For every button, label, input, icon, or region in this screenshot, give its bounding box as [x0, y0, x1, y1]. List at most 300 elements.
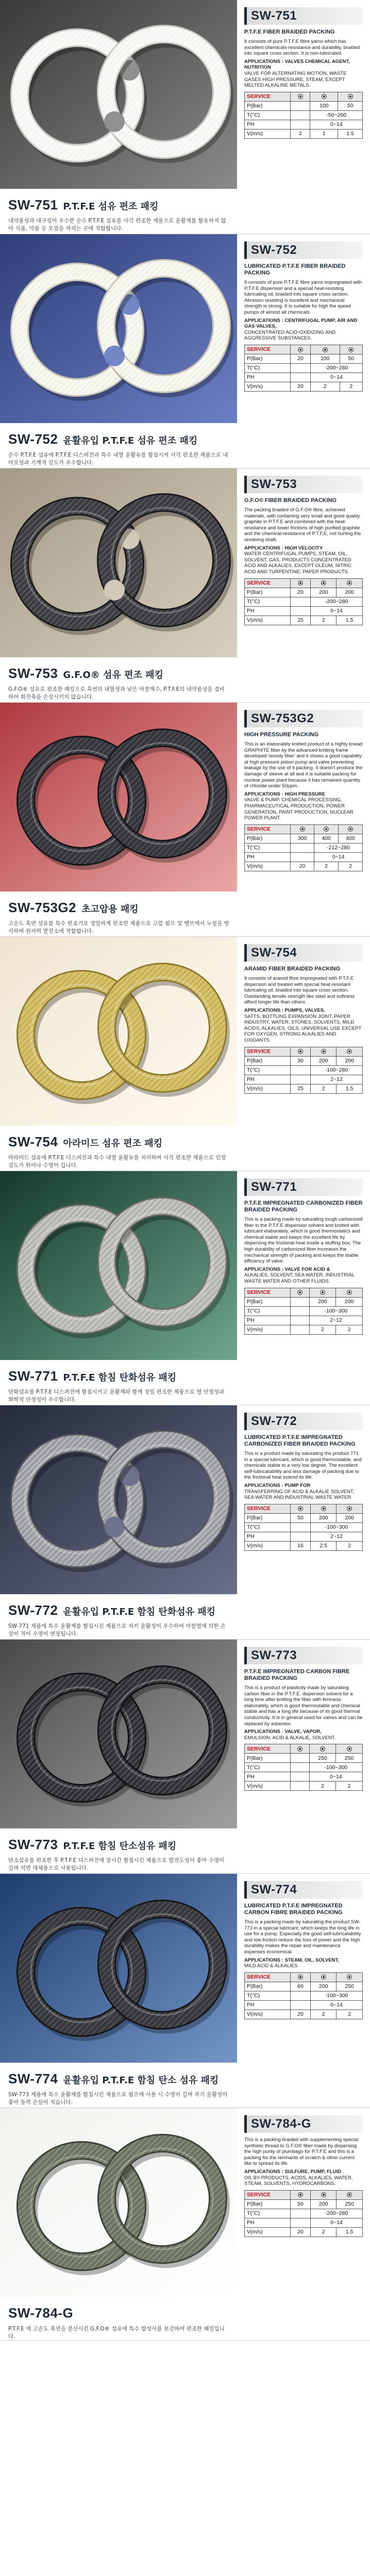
caption-code: SW-771 [8, 1368, 58, 1384]
spec-row [245, 101, 363, 110]
spec-label: V(m/s) [245, 862, 291, 871]
spec-row [245, 1772, 363, 1781]
caption-code: SW-774 [8, 2071, 58, 2086]
product-description: This is a packing made by saturating the product SW-773 in a special lubricant, which keeps the long life in use for a pump. Especially the good self-lubricatability and low friction reduce the loss of power and the high durability makes the repair and maintenance expenses economical. [244, 1919, 361, 1955]
spec-label: PH [245, 372, 291, 382]
rotary-service-icon [300, 827, 305, 832]
spec-value: 25 [291, 1084, 311, 1093]
service-label: SERVICE [245, 1047, 291, 1056]
service-type-cell [310, 1047, 337, 1056]
service-type-cell [340, 345, 362, 354]
spec-value: 2 [340, 382, 362, 391]
caption-korean-name: P.T.F.E 함침 탄화섬유 패킹 [63, 1372, 177, 1383]
spec-value: 1.5 [337, 615, 363, 625]
spec-value: -212~280 [314, 843, 363, 852]
applications-heading: APPLICATIONS : CENTRIFUGAL PUMP, AIR AND GAS VALVES, [244, 317, 358, 330]
product-code: SW-772 [251, 1414, 297, 1428]
spec-value: 0~14 [310, 2218, 362, 2227]
product-info-panel [237, 1874, 370, 2108]
product-photo-panel [0, 1171, 237, 1405]
service-label: SERVICE [245, 1288, 291, 1297]
applications-heading: APPLICATIONS : VALVE FOR ACID & [244, 1266, 330, 1272]
product-code: SW-754 [251, 946, 297, 960]
reciprocating-service-icon [321, 2192, 326, 2197]
service-spec-table [244, 2190, 363, 2237]
applications [244, 791, 363, 821]
service-type-cell [337, 1972, 363, 1982]
product-section [0, 1405, 370, 1640]
service-spec-table [244, 824, 363, 871]
applications-list: VALVE FOR ALTERNATING MOTION, WASTE GASES HIGH PRESSURE, STEAM, EXCEPT MELTED ALKALINE METALS. [244, 70, 347, 89]
spec-value: 200 [309, 1297, 336, 1306]
service-type-cell [291, 1047, 311, 1056]
spec-row [245, 834, 363, 843]
spec-value: 200 [310, 1513, 337, 1522]
spec-value: -100~300 [310, 1991, 362, 2000]
product-info-panel [237, 1171, 370, 1405]
service-header-row [245, 2190, 363, 2199]
valve-service-icon [347, 1974, 352, 1980]
spec-value: 2 [310, 382, 340, 391]
reciprocating-service-icon [320, 1746, 325, 1752]
service-type-cell [310, 1972, 337, 1982]
spec-label: PH [245, 1075, 291, 1084]
spec-value: 2 [310, 2227, 337, 2237]
spec-value: 2 [310, 1084, 337, 1093]
spec-value: 250 [337, 2199, 363, 2209]
spec-value: 200 [336, 1297, 363, 1306]
spec-label: PH [245, 120, 291, 129]
service-type-cell [291, 1972, 311, 1982]
applications-heading: APPLICATIONS : SULFURE, PUMP, FLUID [244, 2168, 342, 2175]
spec-row [245, 606, 363, 615]
applications-list: EMULSION, ACID & ALKALIE, SOLVENT. [244, 1735, 336, 1741]
service-label: SERVICE [245, 824, 291, 834]
caption-description: 순수 P.T.F.E 섬유에 P.T.F.E 디스퍼전과 특수 내열 윤활유를 함침시켜 사각 편조한 제품으로 내마모성과 기계적 강도가 우수합니다. [8, 452, 228, 466]
spec-value: 50 [340, 354, 362, 363]
spec-value [291, 1772, 310, 1781]
service-label: SERVICE [245, 345, 291, 354]
spec-label: PH [245, 1316, 291, 1325]
spec-value: 2 [314, 862, 339, 871]
caption-code: SW-773 [8, 1837, 58, 1852]
spec-row [245, 1075, 363, 1084]
spec-label: PH [245, 852, 291, 862]
spec-label: PH [245, 2000, 291, 2010]
spec-label: V(m/s) [245, 129, 291, 138]
spec-value: 30 [291, 1056, 311, 1065]
spec-value [291, 606, 311, 615]
applications [244, 545, 363, 575]
service-label: SERVICE [245, 578, 291, 588]
spec-value: -100~280 [310, 1065, 362, 1075]
service-header-row [245, 1972, 363, 1982]
spec-value [291, 1297, 310, 1306]
product-section [0, 468, 370, 703]
applications-heading: APPLICATIONS : HIGH PRESSURE [244, 791, 326, 797]
applications [244, 1008, 363, 1044]
caption-code: SW-751 [8, 197, 58, 213]
spec-row [245, 110, 363, 120]
spec-row [245, 2218, 363, 2227]
spec-value: 250 [336, 1754, 363, 1763]
spec-label: P(Bar) [245, 1754, 291, 1763]
service-type-cell [291, 1744, 310, 1754]
reciprocating-service-icon [321, 1974, 326, 1980]
spec-label: P(Bar) [245, 1513, 291, 1522]
service-type-cell [291, 1288, 310, 1297]
spec-value [291, 2209, 311, 2218]
service-type-cell [309, 1288, 336, 1297]
caption-code: SW-753G2 [8, 900, 77, 915]
caption-title [8, 900, 230, 916]
product-description: This is a product made by saturating the product 771 in a special lubricant, which is good thermostable, and chemicals stable to a very low degree. The excellent self-lubricatability and less damage of packing due to the frictional heat extend its life. [244, 1451, 362, 1481]
spec-value: 2 [336, 1781, 363, 1791]
product-photo-panel [0, 234, 237, 468]
spec-value: 300 [291, 834, 314, 843]
caption-title [8, 2305, 230, 2321]
spec-row [245, 1982, 363, 1991]
product-description: It consists of aramid fibre impregnated with P.T.F.E dispersion and treated with special heat-resistant lubricating oil, braided into square cross section. Outstanding tensile strength like steel and softness afford longer life than others. [244, 976, 355, 1006]
spec-value [291, 1325, 310, 1334]
reciprocating-service-icon [324, 827, 329, 832]
product-photo-panel [0, 2108, 237, 2340]
spec-value: -100~300 [310, 1522, 362, 1532]
product-section [0, 1874, 370, 2108]
spec-value: 20 [291, 2227, 311, 2237]
service-type-cell [310, 1504, 337, 1513]
spec-value [291, 120, 310, 129]
service-type-cell [310, 2190, 337, 2199]
product-code-bar [244, 7, 363, 25]
spec-label: V(m/s) [245, 1084, 291, 1093]
caption-title [8, 1368, 230, 1384]
product-photo-panel [0, 703, 237, 936]
spec-row [245, 588, 363, 597]
applications [244, 59, 363, 89]
spec-label: T(°C) [245, 843, 291, 852]
service-header-row [245, 824, 363, 834]
caption-korean-name: 윤활유입 P.T.F.E 함침 탄화섬유 패킹 [63, 1607, 216, 1617]
spec-value: -100~300 [309, 1763, 362, 1772]
product-photo-panel [0, 1874, 237, 2108]
service-type-cell [336, 1744, 363, 1754]
applications-list: VALVE & PUMP, CHEMICAL PROCESSING, PHARMACEUTICAL PRODUCTION, POWER GENERATION, PAINT PRODUCTION, NUCLEAR POWER PLANT. [244, 797, 354, 821]
spec-value: 2.5 [310, 1541, 337, 1550]
service-header-row [245, 92, 363, 101]
caption-description: 탄소섬유를 편조한 후 P.T.F.E 디스퍼전에 장시간 함침시킨 제품으로 열전도성이 좋아 수명이 길며 석면 대체용으로 사용됩니다. [8, 1857, 225, 1871]
caption-korean-name: G.F.O® 섬유 편조 패킹 [63, 670, 163, 681]
spec-label: P(Bar) [245, 2199, 291, 2209]
product-description: It consists of pure P.T.F.E fibre yarns which has excellent chemicals-resistance and durability, braided into square cross section. It is non-lubricated. [244, 39, 360, 57]
caption-title [8, 431, 230, 447]
spec-value: 2 [310, 615, 337, 625]
product-code: SW-753G2 [251, 711, 314, 725]
spec-label: T(°C) [245, 2209, 291, 2218]
spec-value: 16 [291, 1541, 311, 1550]
product-name: LUBRICATED P.T.F.E IMPREGNATED CARBON FIBRE BRAIDED PACKING [244, 1903, 343, 1916]
product-code: SW-774 [251, 1883, 297, 1897]
applications [244, 1957, 363, 1969]
product-photo-panel [0, 1640, 237, 1873]
product-description: This is an elaborately knitted product of a highly knead GRAPHITE fiber by the advanced knitting frame developed 'woody fiber' and it shows a good capability at high pressure piston pump and valve preventing leakage by the use of it packing. It doesn't produce the damage of sleeve at all and it is suitable packing for nuclear power plant because it has remained quantity of chloride under 50ppm. [244, 741, 363, 789]
reciprocating-service-icon [320, 1290, 325, 1295]
product-photo [0, 2108, 237, 2297]
applications-list: ALKALIES, SOLVENT, SEA WATER, INDUSTRIAL WASTE WATER AND OTHER FLUIDS. [244, 1272, 355, 1284]
spec-row [245, 1084, 363, 1093]
reciprocating-service-icon [323, 347, 328, 352]
service-type-cell [337, 2190, 363, 2199]
service-label: SERVICE [245, 2190, 291, 2199]
spec-value [291, 1532, 311, 1541]
applications [244, 2169, 363, 2187]
caption-title [8, 1837, 230, 1853]
applications-list: SATTS, BOTTLING EXPANSION JOINT, PAPER INDUSTRY, WATER, STONES, SOLVENTS, MILD ACIDS, ALKALIES, OILS, UNIVERSAL USE EXCEPT FOR OXYGEN, STRONG ALKALIES AND OXIDANTS. [244, 1013, 362, 1043]
spec-row [245, 1065, 363, 1075]
spec-value: 400 [314, 834, 339, 843]
rotary-service-icon [298, 94, 303, 99]
caption-korean-name: P.T.F.E 섬유 편조 패킹 [63, 201, 159, 212]
applications-list: OIL BY-PRODUCTS, ACIDS, ALKALIES, WATER, STEAM, SOLVENTS, HYDROCARBONS. [244, 2175, 353, 2187]
spec-value [291, 2218, 311, 2227]
product-code-bar [244, 241, 363, 259]
spec-value: 2 [339, 862, 363, 871]
spec-value: 2~12 [310, 1075, 362, 1084]
rotary-service-icon [297, 1746, 302, 1752]
product-photo [0, 1640, 237, 1828]
spec-row [245, 2227, 363, 2237]
product-info-panel [237, 234, 370, 468]
photo-background [0, 234, 237, 423]
spec-value: 200 [310, 2199, 337, 2209]
caption-title [8, 1602, 230, 1618]
photo-background [0, 1405, 237, 1594]
service-type-cell [310, 92, 338, 101]
product-code: SW-771 [251, 1180, 297, 1194]
product-code: SW-752 [251, 243, 297, 257]
spec-row [245, 1316, 363, 1325]
caption-block [0, 1594, 237, 1639]
service-header-row [245, 1288, 363, 1297]
caption-block [0, 189, 237, 234]
spec-value [291, 372, 311, 382]
spec-value: 50 [291, 1513, 311, 1522]
service-label: SERVICE [245, 1744, 291, 1754]
caption-code: SW-772 [8, 1602, 58, 1618]
spec-label: P(Bar) [245, 834, 291, 843]
spec-label: P(Bar) [245, 354, 291, 363]
applications-list: CONCENTRATED ACID-OXIDIZING AND AGGRESSIVE SUBSTANCES. [244, 329, 336, 342]
spec-label: T(°C) [245, 1306, 291, 1316]
spec-row [245, 2010, 363, 2019]
caption-code: SW-784-G [8, 2305, 74, 2321]
product-code: SW-753 [251, 477, 297, 491]
spec-label: V(m/s) [245, 1325, 291, 1334]
caption-code: SW-754 [8, 1134, 58, 1149]
spec-label: V(m/s) [245, 2010, 291, 2019]
product-section [0, 1640, 370, 1874]
product-name: LUBRICATED P.T.F.E IMPREGNATED CARBONIZED FIBER BRAIDED PACKING [244, 1434, 356, 1447]
service-label: SERVICE [245, 92, 291, 101]
service-label: SERVICE [245, 1972, 291, 1982]
rotary-service-icon [297, 1290, 302, 1295]
valve-service-icon [347, 1290, 352, 1295]
product-code-bar [244, 710, 363, 727]
spec-value: 2~12 [309, 1316, 362, 1325]
spec-label: T(°C) [245, 1991, 291, 2000]
spec-value: -200~280 [310, 2209, 362, 2218]
spec-label: V(m/s) [245, 1781, 291, 1791]
product-photo [0, 234, 237, 423]
caption-block [0, 657, 237, 702]
spec-value: 200 [310, 588, 337, 597]
rotary-service-icon [298, 347, 303, 352]
caption-korean-name: 아라미드 섬유 편조 패킹 [63, 1138, 163, 1149]
product-info-panel [237, 1640, 370, 1873]
spec-row [245, 1306, 363, 1316]
spec-value: 2 [291, 129, 310, 138]
spec-value: 2 [336, 1325, 363, 1334]
rotary-service-icon [298, 1506, 303, 1511]
spec-label: P(Bar) [245, 1056, 291, 1065]
product-description: The packing braided of G.F.O® fibre, achieved materials, with containing very small and good quality graphite in P.T.F.E and combined with the heat-resistance and lower frictions of high purified graphite and the chemical-resistance of P.T.F.E, not hurting the revolving shaft. [244, 507, 361, 543]
spec-row [245, 1513, 363, 1522]
spec-label: PH [245, 606, 291, 615]
spec-row [245, 1297, 363, 1306]
rotary-service-icon [298, 580, 303, 586]
spec-value [291, 1075, 311, 1084]
caption-korean-name: P.T.F.E 함침 탄소섬유 패킹 [63, 1841, 177, 1852]
spec-label: P(Bar) [245, 1297, 291, 1306]
spec-value [291, 1316, 310, 1325]
applications-heading: APPLICATIONS : HIGH VELOCITY [244, 545, 323, 551]
product-section [0, 2108, 370, 2341]
caption-block [0, 892, 237, 936]
service-header-row [245, 1047, 363, 1056]
spec-value: 20 [291, 382, 311, 391]
service-spec-table [244, 1504, 363, 1551]
product-name: P.T.F.E IMPREGNATED CARBON FIBRE BRAIDED PACKING [244, 1668, 350, 1681]
applications [244, 1483, 363, 1501]
service-header-row [245, 578, 363, 588]
spec-label: P(Bar) [245, 101, 291, 110]
spec-label: V(m/s) [245, 615, 291, 625]
rotary-service-icon [298, 2192, 303, 2197]
reciprocating-service-icon [321, 1506, 326, 1511]
spec-row [245, 372, 363, 382]
caption-block [0, 2297, 237, 2340]
product-info-panel [237, 1405, 370, 1639]
applications-heading: APPLICATIONS : PUMP FOR [244, 1482, 311, 1488]
caption-korean-name: 초고압용 패킹 [81, 904, 139, 915]
product-code-bar [244, 2115, 363, 2133]
spec-value: 2 [309, 1325, 336, 1334]
spec-value: 50 [291, 2199, 311, 2209]
spec-row [245, 1522, 363, 1532]
spec-value: 25 [291, 615, 311, 625]
spec-value: 250 [309, 1754, 336, 1763]
product-info-panel [237, 0, 370, 234]
product-code-bar [244, 1413, 363, 1430]
product-photo-panel [0, 1405, 237, 1639]
spec-value: 60 [291, 1982, 311, 1991]
caption-title [8, 197, 230, 213]
valve-service-icon [348, 827, 353, 832]
product-photo-panel [0, 937, 237, 1171]
spec-label: PH [245, 2218, 291, 2227]
applications-heading: APPLICATIONS : PUMPS, VALVES, [244, 1007, 325, 1013]
spec-value: 0~14 [310, 606, 362, 615]
spec-value [291, 597, 311, 606]
caption-code: SW-753 [8, 666, 58, 681]
spec-value: 0~14 [310, 372, 362, 382]
applications-heading: APPLICATIONS : VALVES CHEMICAL AGENT, NUTRITION [244, 58, 350, 71]
spec-value: 200 [337, 588, 363, 597]
spec-label: V(m/s) [245, 1541, 291, 1550]
spec-value: 1 [310, 129, 338, 138]
service-label: SERVICE [245, 1504, 291, 1513]
service-type-cell [310, 345, 340, 354]
spec-value: -50~260 [310, 110, 363, 120]
spec-row [245, 862, 363, 871]
spec-value: 1.5 [337, 2227, 363, 2237]
spec-value: 200 [310, 1056, 337, 1065]
product-name: ARAMID FIBER BRAIDED PACKING [244, 966, 341, 972]
spec-value: 0~14 [314, 852, 363, 862]
product-name: G.F.O® FIBER BRAIDED PACKING [244, 497, 337, 504]
caption-description: 내약품성과 내구성이 우수한 순수 P.T.F.E 섬유를 사각 편조한 제품으로 윤활제를 함유하지 않아 식품, 약품 등 오염을 꺼리는 곳에 적합합니다. [8, 218, 226, 232]
spec-row [245, 1991, 363, 2000]
caption-block [0, 423, 237, 468]
product-info-panel [237, 468, 370, 702]
caption-description: SW-773 제품에 특수 윤활제를 함침시킨 제품으로 펌프에 사용 시 수명이 길며 자기 윤활성이 좋아 동력 손실이 적습니다. [8, 2092, 228, 2105]
product-section [0, 937, 370, 1171]
product-info-panel [237, 2108, 370, 2340]
service-type-cell [310, 578, 337, 588]
spec-value: 2 [337, 2010, 363, 2019]
service-spec-table [244, 1047, 363, 1094]
service-type-cell [314, 824, 339, 834]
product-code-bar [244, 1647, 363, 1664]
spec-row [245, 2209, 363, 2218]
product-section [0, 234, 370, 468]
spec-value: 400 [339, 834, 363, 843]
product-code-bar [244, 476, 363, 493]
caption-block [0, 1828, 237, 1873]
spec-value [291, 852, 314, 862]
product-code-bar [244, 1178, 363, 1196]
caption-description: 탄화섬유를 P.T.F.E 디스퍼전에 함침시키고 윤활제와 함께 정밀 편조한 제품으로 열 안정성과 화학적 안정성이 우수합니다. [8, 1389, 225, 1403]
applications-heading: APPLICATIONS : VALVE, VAPOR, [244, 1729, 322, 1735]
spec-row [245, 1763, 363, 1772]
product-name: LUBRICATED P.T.F.E FIBER BRAIDED PACKING [244, 263, 346, 276]
applications [244, 1729, 363, 1741]
service-spec-table [244, 578, 363, 625]
spec-row [245, 615, 363, 625]
spec-value: 2 [337, 1541, 363, 1550]
service-spec-table [244, 1744, 363, 1791]
spec-row [245, 382, 363, 391]
product-section [0, 703, 370, 937]
service-spec-table [244, 345, 363, 392]
spec-value [291, 1991, 311, 2000]
spec-row [245, 363, 363, 372]
caption-description: P.T.F.E 에 고순도 흑연을 분산시킨 G.F.O® 섬유에 특수 합성사를 보강하여 편조한 패킹입니다. [8, 2326, 225, 2340]
applications [244, 318, 363, 342]
service-spec-table [244, 1972, 363, 2019]
spec-row [245, 852, 363, 862]
spec-row [245, 843, 363, 852]
